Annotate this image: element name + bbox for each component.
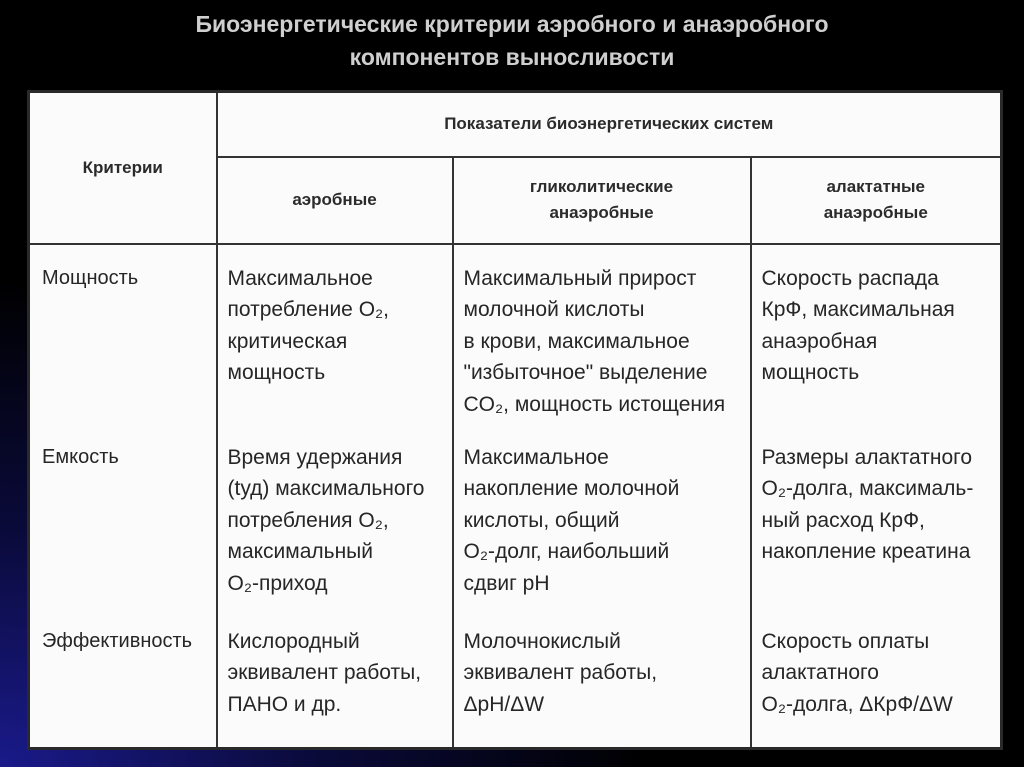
glycolytic-cell (453, 622, 751, 749)
cell-line: Размеры алактатного (761, 445, 973, 469)
column-header-alactate-line-1: алактатные (826, 177, 926, 197)
cell-line: CO₂, мощность истощения (463, 392, 726, 416)
slide-title-line-1: Биоэнергетические критерии аэробного и анаэробного (195, 11, 829, 37)
column-header-aerobic (217, 157, 453, 244)
alactate-cell (751, 436, 1002, 622)
cell-line: O₂-долга, максималь- (761, 477, 974, 501)
column-header-glycolytic (453, 157, 751, 244)
aerobic-cell (217, 436, 453, 622)
cell-line: Максимальное (463, 445, 609, 469)
table-sheet (27, 90, 1003, 750)
cell-line: Максимальное (227, 266, 373, 290)
group-header: Показатели биоэнергетических систем (217, 92, 1002, 157)
cell-line: анаэробная (761, 329, 878, 353)
table-row (29, 622, 1002, 749)
cell-line: молочной кислоты (463, 298, 645, 322)
column-header-aerobic-label: аэробные (292, 190, 377, 210)
cell-line: мощность (761, 361, 860, 385)
cell-line: (tуд) максимального (227, 477, 425, 501)
cell-line: сдвиг pH (463, 571, 550, 595)
table-row (29, 436, 1002, 622)
aerobic-cell (217, 244, 453, 436)
criterion-cell: Мощность (29, 244, 217, 436)
criteria-table (27, 90, 1003, 750)
cell-line: эквивалент работы, (463, 661, 658, 685)
cell-line: O₂-долга, ΔКрФ/ΔW (761, 692, 953, 716)
glycolytic-cell (453, 436, 751, 622)
cell-line: ПАНО и др. (227, 692, 342, 716)
cell-line: накопление молочной (463, 477, 680, 501)
cell-line: Максимальный прирост (463, 266, 697, 290)
cell-line: эквивалент работы, (227, 661, 422, 685)
cell-line: кислоты, общий (463, 508, 620, 532)
slide-title (0, 8, 1024, 74)
cell-line: критическая (227, 329, 348, 353)
criteria-header: Критерии (29, 92, 217, 244)
cell-line: максимальный (227, 540, 374, 564)
cell-line: потребления O₂, (227, 508, 389, 532)
cell-line: КрФ, максимальная (761, 298, 955, 322)
column-header-glycolytic-line-2: анаэробные (549, 203, 654, 223)
cell-line: O₂-приход (227, 571, 328, 595)
cell-line: ный расход КрФ, (761, 508, 925, 532)
cell-line: в крови, максимальное (463, 329, 690, 353)
glycolytic-cell (453, 244, 751, 436)
alactate-cell (751, 622, 1002, 749)
cell-line: потребление O₂, (227, 298, 390, 322)
cell-line: Кислородный (227, 629, 360, 653)
cell-line: ΔpH/ΔW (463, 692, 545, 716)
criterion-cell: Емкость (29, 436, 217, 622)
table-row (29, 244, 1002, 436)
cell-line: Молочнокислый (463, 629, 621, 653)
slide-title-line-2: компонентов выносливости (349, 44, 675, 70)
cell-line: O₂-долг, наибольший (463, 540, 670, 564)
column-header-alactate (751, 157, 1002, 244)
aerobic-cell (217, 622, 453, 749)
column-header-alactate-line-2: анаэробные (823, 203, 928, 223)
cell-line: накопление креатина (761, 540, 971, 564)
cell-line: Скорость распада (761, 266, 939, 290)
column-header-glycolytic-line-1: гликолитические (529, 177, 674, 197)
criterion-cell: Эффективность (29, 622, 217, 749)
cell-line: "избыточное" выделение (463, 361, 708, 385)
cell-line: Скорость оплаты (761, 629, 930, 653)
cell-line: Время удержания (227, 445, 403, 469)
alactate-cell (751, 244, 1002, 436)
cell-line: алактатного (761, 661, 879, 685)
cell-line: мощность (227, 361, 326, 385)
